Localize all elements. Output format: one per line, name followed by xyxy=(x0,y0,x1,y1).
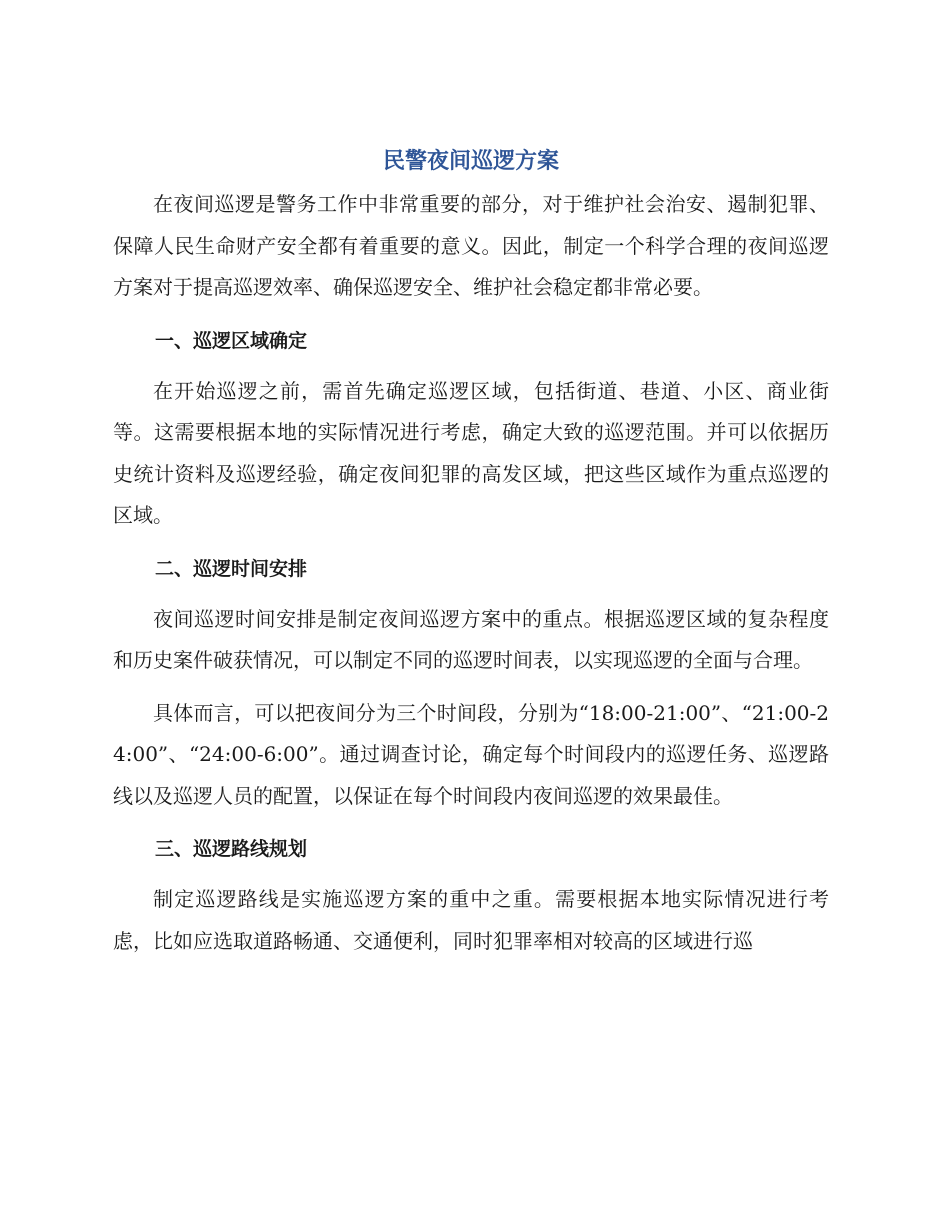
section-schedule-paragraph-2: 具体而言，可以把夜间分为三个时间段，分别为“18:00-21:00”、“21:00-24:00”、“24:00-6:00”。通过调查讨论，确定每个时间段内的巡逻任务、巡逻路线以及巡逻人员的配置，以保证在每个时间段内夜间巡逻的效果最佳。 xyxy=(113,700,829,808)
section-heading-area: 一、巡逻区域确定 xyxy=(155,329,308,352)
section-route-paragraph: 制定巡逻路线是实施巡逻方案的重中之重。需要根据本地实际情况进行考虑，比如应选取道路畅通、交通便利，同时犯罪率相对较高的区域进行巡 xyxy=(113,887,829,953)
intro-paragraph: 在夜间巡逻是警务工作中非常重要的部分，对于维护社会治安、遏制犯罪、保障人民生命财产安全都有着重要的意义。因此，制定一个科学合理的夜间巡逻方案对于提高巡逻效率、确保巡逻安全、维护社会稳定都非常必要。 xyxy=(113,192,829,299)
document-page xyxy=(113,140,829,962)
document-title: 民警夜间巡逻方案 xyxy=(382,149,559,174)
section-schedule-paragraph-1: 夜间巡逻时间安排是制定夜间巡逻方案中的重点。根据巡逻区域的复杂程度和历史案件破获情况，可以制定不同的巡逻时间表，以实现巡逻的全面与合理。 xyxy=(113,606,829,672)
section-heading-route: 三、巡逻路线规划 xyxy=(155,838,308,860)
section-area-paragraph: 在开始巡逻之前，需首先确定巡逻区域，包括街道、巷道、小区、商业街等。这需要根据本地的实际情况进行考虑，确定大致的巡逻范围。并可以依据历史统计资料及巡逻经验，确定夜间犯罪的高发区域，把这些区域作为重点巡逻的区域。 xyxy=(113,378,829,527)
section-heading-schedule: 二、巡逻时间安排 xyxy=(155,557,308,580)
